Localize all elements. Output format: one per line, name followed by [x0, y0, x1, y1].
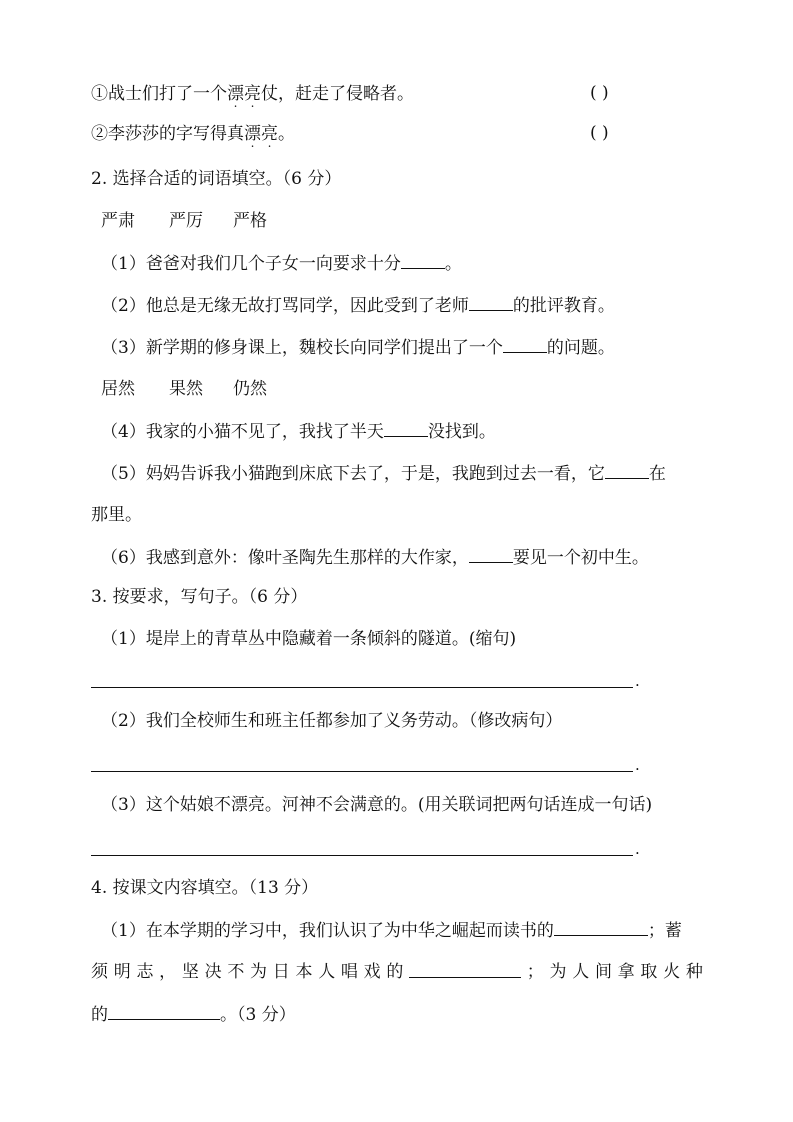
char: ； — [526, 962, 544, 982]
sentence-text: 。（3 分） — [220, 1005, 296, 1025]
char: 取 — [640, 962, 658, 982]
fill-blank[interactable] — [409, 961, 521, 978]
q4-sentence-1-line-3 — [91, 1003, 296, 1026]
q2-sentence-6 — [101, 546, 649, 569]
emphasis-char: 亮 — [244, 84, 261, 104]
sentence-text: 的批评教育。 — [512, 296, 615, 316]
char: 为 — [250, 962, 268, 982]
q2-word-bank-a — [101, 210, 267, 232]
char: ， — [159, 962, 177, 982]
q4-title: 4. 按课文内容填空。（13 分） — [91, 878, 319, 898]
char: 为 — [549, 962, 567, 982]
char: 拿 — [617, 962, 635, 982]
q4-sentence-1-line-2 — [91, 961, 703, 983]
char: 人 — [318, 962, 336, 982]
q1-item-1 — [91, 83, 414, 105]
fill-blank[interactable] — [605, 462, 649, 479]
answer-line-end-dot: . — [635, 672, 640, 690]
q4-sentence-1-line-1 — [101, 919, 682, 942]
answer-line-end-dot: . — [635, 756, 640, 774]
char: 戏 — [363, 962, 381, 982]
fill-blank[interactable] — [401, 252, 445, 269]
emphasis-char: 漂 — [227, 84, 244, 104]
q3-prompt-3: （3）这个姑娘不漂亮。河神不会满意的。(用关联词把两句话连成一句话) — [101, 795, 653, 815]
fill-blank[interactable] — [469, 294, 513, 311]
sentence-text: （5）妈妈告诉我小猫跑到床底下去了，于是，我跑到过去一看，它 — [101, 464, 605, 484]
word-option: 严肃 — [101, 211, 135, 231]
char: 决 — [204, 962, 222, 982]
q2-sentence-1 — [101, 252, 462, 275]
word-option: 严格 — [233, 211, 267, 231]
char: 间 — [594, 962, 612, 982]
answer-line[interactable] — [91, 686, 633, 688]
sentence-text: 没找到。 — [427, 422, 496, 442]
sentence-text: （6）我感到意外：像叶圣陶先生那样的大作家， — [101, 548, 469, 568]
q2-sentence-4 — [101, 420, 496, 443]
word-option: 居然 — [101, 379, 135, 399]
char: 须 — [91, 962, 108, 982]
answer-line[interactable] — [91, 854, 633, 856]
emphasis-char: 亮 — [261, 124, 278, 144]
char: 日 — [272, 962, 290, 982]
char: 种 — [685, 962, 703, 982]
fill-blank[interactable] — [503, 336, 547, 353]
q1-item-1-answer-paren[interactable]: ( ) — [590, 83, 609, 103]
q1-item-1-text: 仗，赶走了侵略者。 — [261, 84, 414, 104]
q3-prompt-2: （2）我们全校师生和班主任都参加了义务劳动。（修改病句） — [101, 711, 563, 731]
answer-line-end-dot: . — [635, 840, 640, 858]
q2-sentence-5 — [101, 462, 666, 485]
q2-sentence-3 — [101, 336, 615, 359]
sentence-text: （1）在本学期的学习中，我们认识了为中华之崛起而读书的 — [101, 921, 554, 941]
q3-title: 3. 按要求，写句子。（6 分） — [91, 587, 308, 607]
char: 火 — [663, 962, 681, 982]
char: 的 — [386, 962, 404, 982]
char: 不 — [227, 962, 245, 982]
fill-blank[interactable] — [108, 1003, 220, 1020]
sentence-text: 的问题。 — [546, 338, 615, 358]
char: 唱 — [340, 962, 358, 982]
q2-sentence-2 — [101, 294, 615, 317]
q3-prompt-1: （1）堤岸上的青草丛中隐藏着一条倾斜的隧道。(缩句) — [101, 629, 517, 649]
q1-item-2-text: ②李莎莎的字写得真 — [91, 124, 244, 144]
sentence-text: ；蓄 — [647, 921, 682, 941]
sentence-text: （2）他总是无缘无故打骂同学，因此受到了老师 — [101, 296, 469, 316]
sentence-text: （3）新学期的修身课上，魏校长向同学们提出了一个 — [101, 338, 503, 358]
char: 坚 — [181, 962, 199, 982]
q2-word-bank-b — [101, 378, 267, 400]
fill-blank[interactable] — [384, 420, 428, 437]
word-option: 果然 — [169, 379, 203, 399]
char: 本 — [295, 962, 313, 982]
q1-item-2 — [91, 123, 295, 145]
word-option: 仍然 — [233, 379, 267, 399]
fill-blank[interactable] — [554, 919, 648, 936]
word-option: 严厉 — [169, 211, 203, 231]
q2-title: 2. 选择合适的词语填空。（6 分） — [91, 169, 342, 189]
q1-item-2-answer-paren[interactable]: ( ) — [590, 123, 609, 143]
char: 明 — [113, 962, 131, 982]
sentence-text: （4）我家的小猫不见了，我找了半天 — [101, 422, 384, 442]
q2-sentence-5-continued: 那里。 — [91, 505, 142, 525]
q1-item-1-text: ①战士们打了一个 — [91, 84, 227, 104]
sentence-text: 。 — [444, 254, 462, 274]
q1-item-2-text: 。 — [278, 124, 295, 144]
char: 人 — [572, 962, 590, 982]
sentence-text: 在 — [648, 464, 666, 484]
sentence-text: （1）爸爸对我们几个子女一向要求十分 — [101, 254, 401, 274]
sentence-text: 的 — [91, 1005, 108, 1025]
sentence-text: 要见一个初中生。 — [512, 548, 649, 568]
answer-line[interactable] — [91, 770, 633, 772]
fill-blank[interactable] — [469, 546, 513, 563]
emphasis-char: 漂 — [244, 124, 261, 144]
char: 志 — [136, 962, 154, 982]
